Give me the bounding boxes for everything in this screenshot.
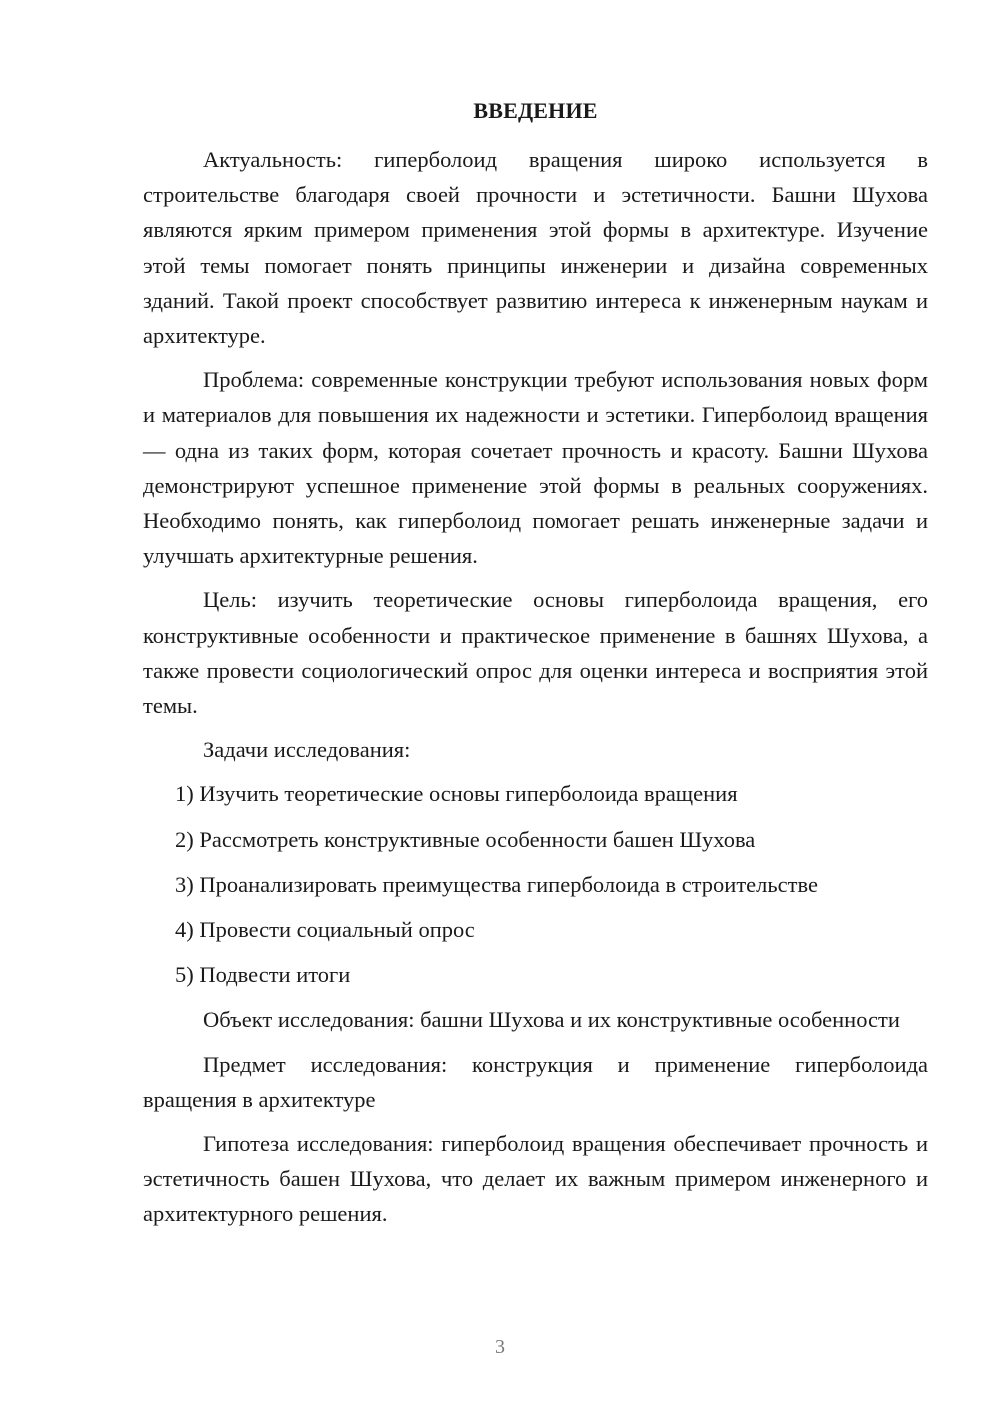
task-item: 1) Изучить теоретические основы гиперболоида вращения [175,781,738,807]
task-item: 4) Провести социальный опрос [175,917,475,943]
paragraph-relevance: Актуальность: гиперболоид вращения широко используется в строительстве благодаря своей прочности и эстетичности. Башни Шухова являются ярким примером применения этой формы в архитектуре. Изучение этой темы помогает понять принципы инженерии и дизайна современных зданий. Такой проект способствует развитию интереса к инженерным наукам и архитектуре. [143,147,928,349]
paragraph-hypothesis: Гипотеза исследования: гиперболоид вращения обеспечивает прочность и эстетичность башен Шухова, что делает их важным примером инженерного и архитектурного решения. [143,1131,928,1227]
paragraph-subject: Предмет исследования: конструкция и применение гиперболоида вращения в архитектуре [143,1051,928,1112]
task-item: 5) Подвести итоги [175,962,351,988]
task-item: 2) Рассмотреть конструктивные особенности башен Шухова [175,826,756,852]
task-item: 3) Проанализировать преимущества гиперболоида в строительстве [175,871,818,897]
document-page [143,96,928,1241]
page-number: 3 [495,1336,505,1358]
page-title: ВВЕДЕНИЕ [473,98,598,123]
tasks-heading: Задачи исследования: [203,737,411,763]
paragraph-object: Объект исследования: башни Шухова и их конструктивные особенности [203,1007,900,1033]
paragraph-goal: Цель: изучить теоретические основы гиперболоида вращения, его конструктивные особенности и практическое применение в башнях Шухова, а также провести социологический опрос для оценки интереса и восприятия этой темы. [143,587,928,719]
tasks-list [143,776,928,992]
paragraph-problem: Проблема: современные конструкции требуют использования новых форм и материалов для повышения их надежности и эстетики. Гиперболоид вращения — одна из таких форм, которая сочетает прочность и красоту. Башни Шухова демонстрируют успешное применение этой формы в реальных сооружениях. Необходимо понять, как гиперболоид помогает решать инженерные задачи и улучшать архитектурные решения. [143,367,928,569]
